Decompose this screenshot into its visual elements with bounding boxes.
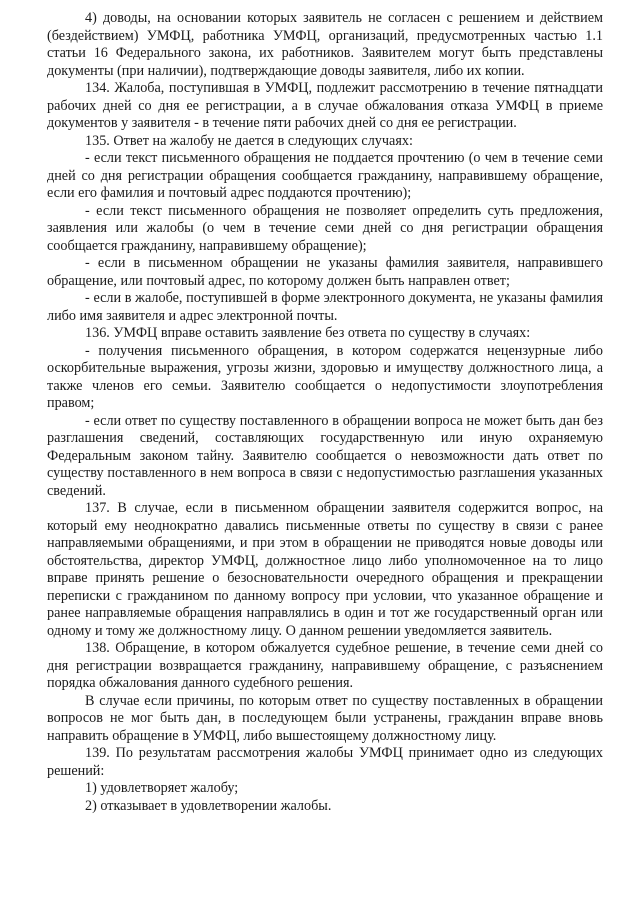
document-page: [47, 10, 603, 815]
paragraph-139: 139. По результатам рассмотрения жалобы УМФЦ принимает одно из следующих решений:: [47, 745, 603, 779]
paragraph-134: 134. Жалоба, поступившая в УМФЦ, подлежит рассмотрению в течение пятнадцати рабочих дней со дня ее регистрации, а в случае обжалования отказа УМФЦ в приеме документов у заявителя - в течение пяти рабочих дней со дня ее регистрации.: [47, 80, 603, 131]
list-item: - если ответ по существу поставленного в обращении вопроса не может быть дан без разглашения сведений, составляющих государственную или иную охраняемую Федеральным законом тайну. Заявителю сообщается о невозможности дать ответ по существу поставленного в нем вопроса в связи с недопустимостью разглашения указанных сведений.: [47, 412, 603, 499]
list-item: - если в письменном обращении не указаны фамилия заявителя, направившего обращение, или почтовый адрес, по которому должен быть направлен ответ;: [47, 255, 603, 289]
paragraph-137: 137. В случае, если в письменном обращении заявителя содержится вопрос, на который ему неоднократно давались письменные ответы по существу в связи с ранее направляемыми обращениями, и при этом в обращении не приводятся новые доводы или обстоятельства, директор УМФЦ, должностное лицо либо уполномоченное на то лицо вправе принять решение о безосновательности очередного обращения и прекращении переписки с гражданином по данному вопросу при условии, что указанное обращение и ранее направляемые обращения направлялись в один и тот же государственный орган или одному и тому же должностному лицу. О данном решении уведомляется заявитель.: [47, 500, 603, 639]
list-item: - получения письменного обращения, в котором содержатся нецензурные либо оскорбительные выражения, угрозы жизни, здоровью и имуществу должностного лица, а также членов его семьи. Заявителю сообщается о недопустимости злоупотребления правом;: [47, 342, 603, 411]
paragraph-138: 138. Обращение, в котором обжалуется судебное решение, в течение семи дней со дня регистрации возвращается гражданину, направившему обращение, с разъяснением порядка обжалования данного судебного решения.: [47, 640, 603, 691]
list-item: 2) отказывает в удовлетворении жалобы.: [85, 797, 332, 814]
paragraph-136: 136. УМФЦ вправе оставить заявление без ответа по существу в случаях:: [85, 325, 531, 341]
list-item: - если текст письменного обращения не поддается прочтению (о чем в течение семи дней со дня регистрации обращения сообщается гражданину, направившему обращение, если его фамилия и почтовый адрес поддаются прочтению);: [47, 150, 603, 201]
paragraph-138-continued: В случае если причины, по которым ответ по существу поставленных в обращении вопросов не мог быть дан, в последующем были устранены, гражданин вправе вновь направить обращение в УМФЦ, либо вышестоящему должностному лицу.: [47, 692, 603, 744]
list-item: - если текст письменного обращения не позволяет определить суть предложения, заявления или жалобы (о чем в течение семи дней со дня регистрации обращения сообщается гражданину, направившему обращение);: [47, 202, 603, 254]
paragraph-item-4: 4) доводы, на основании которых заявитель не согласен с решением и действием (бездействием) УМФЦ, работника УМФЦ, организаций, предусмотренных частью 1.1 статьи 16 Федерального закона, их работников. Заявителем могут быть представлены документы (при наличии), подтверждающие доводы заявителя, либо их копии.: [47, 10, 603, 79]
list-item: - если в жалобе, поступившей в форме электронного документа, не указаны фамилия либо имя заявителя и адрес электронной почты.: [47, 290, 603, 324]
list-item: 1) удовлетворяет жалобу;: [85, 780, 239, 796]
paragraph-135: 135. Ответ на жалобу не дается в следующих случаях:: [85, 132, 413, 149]
